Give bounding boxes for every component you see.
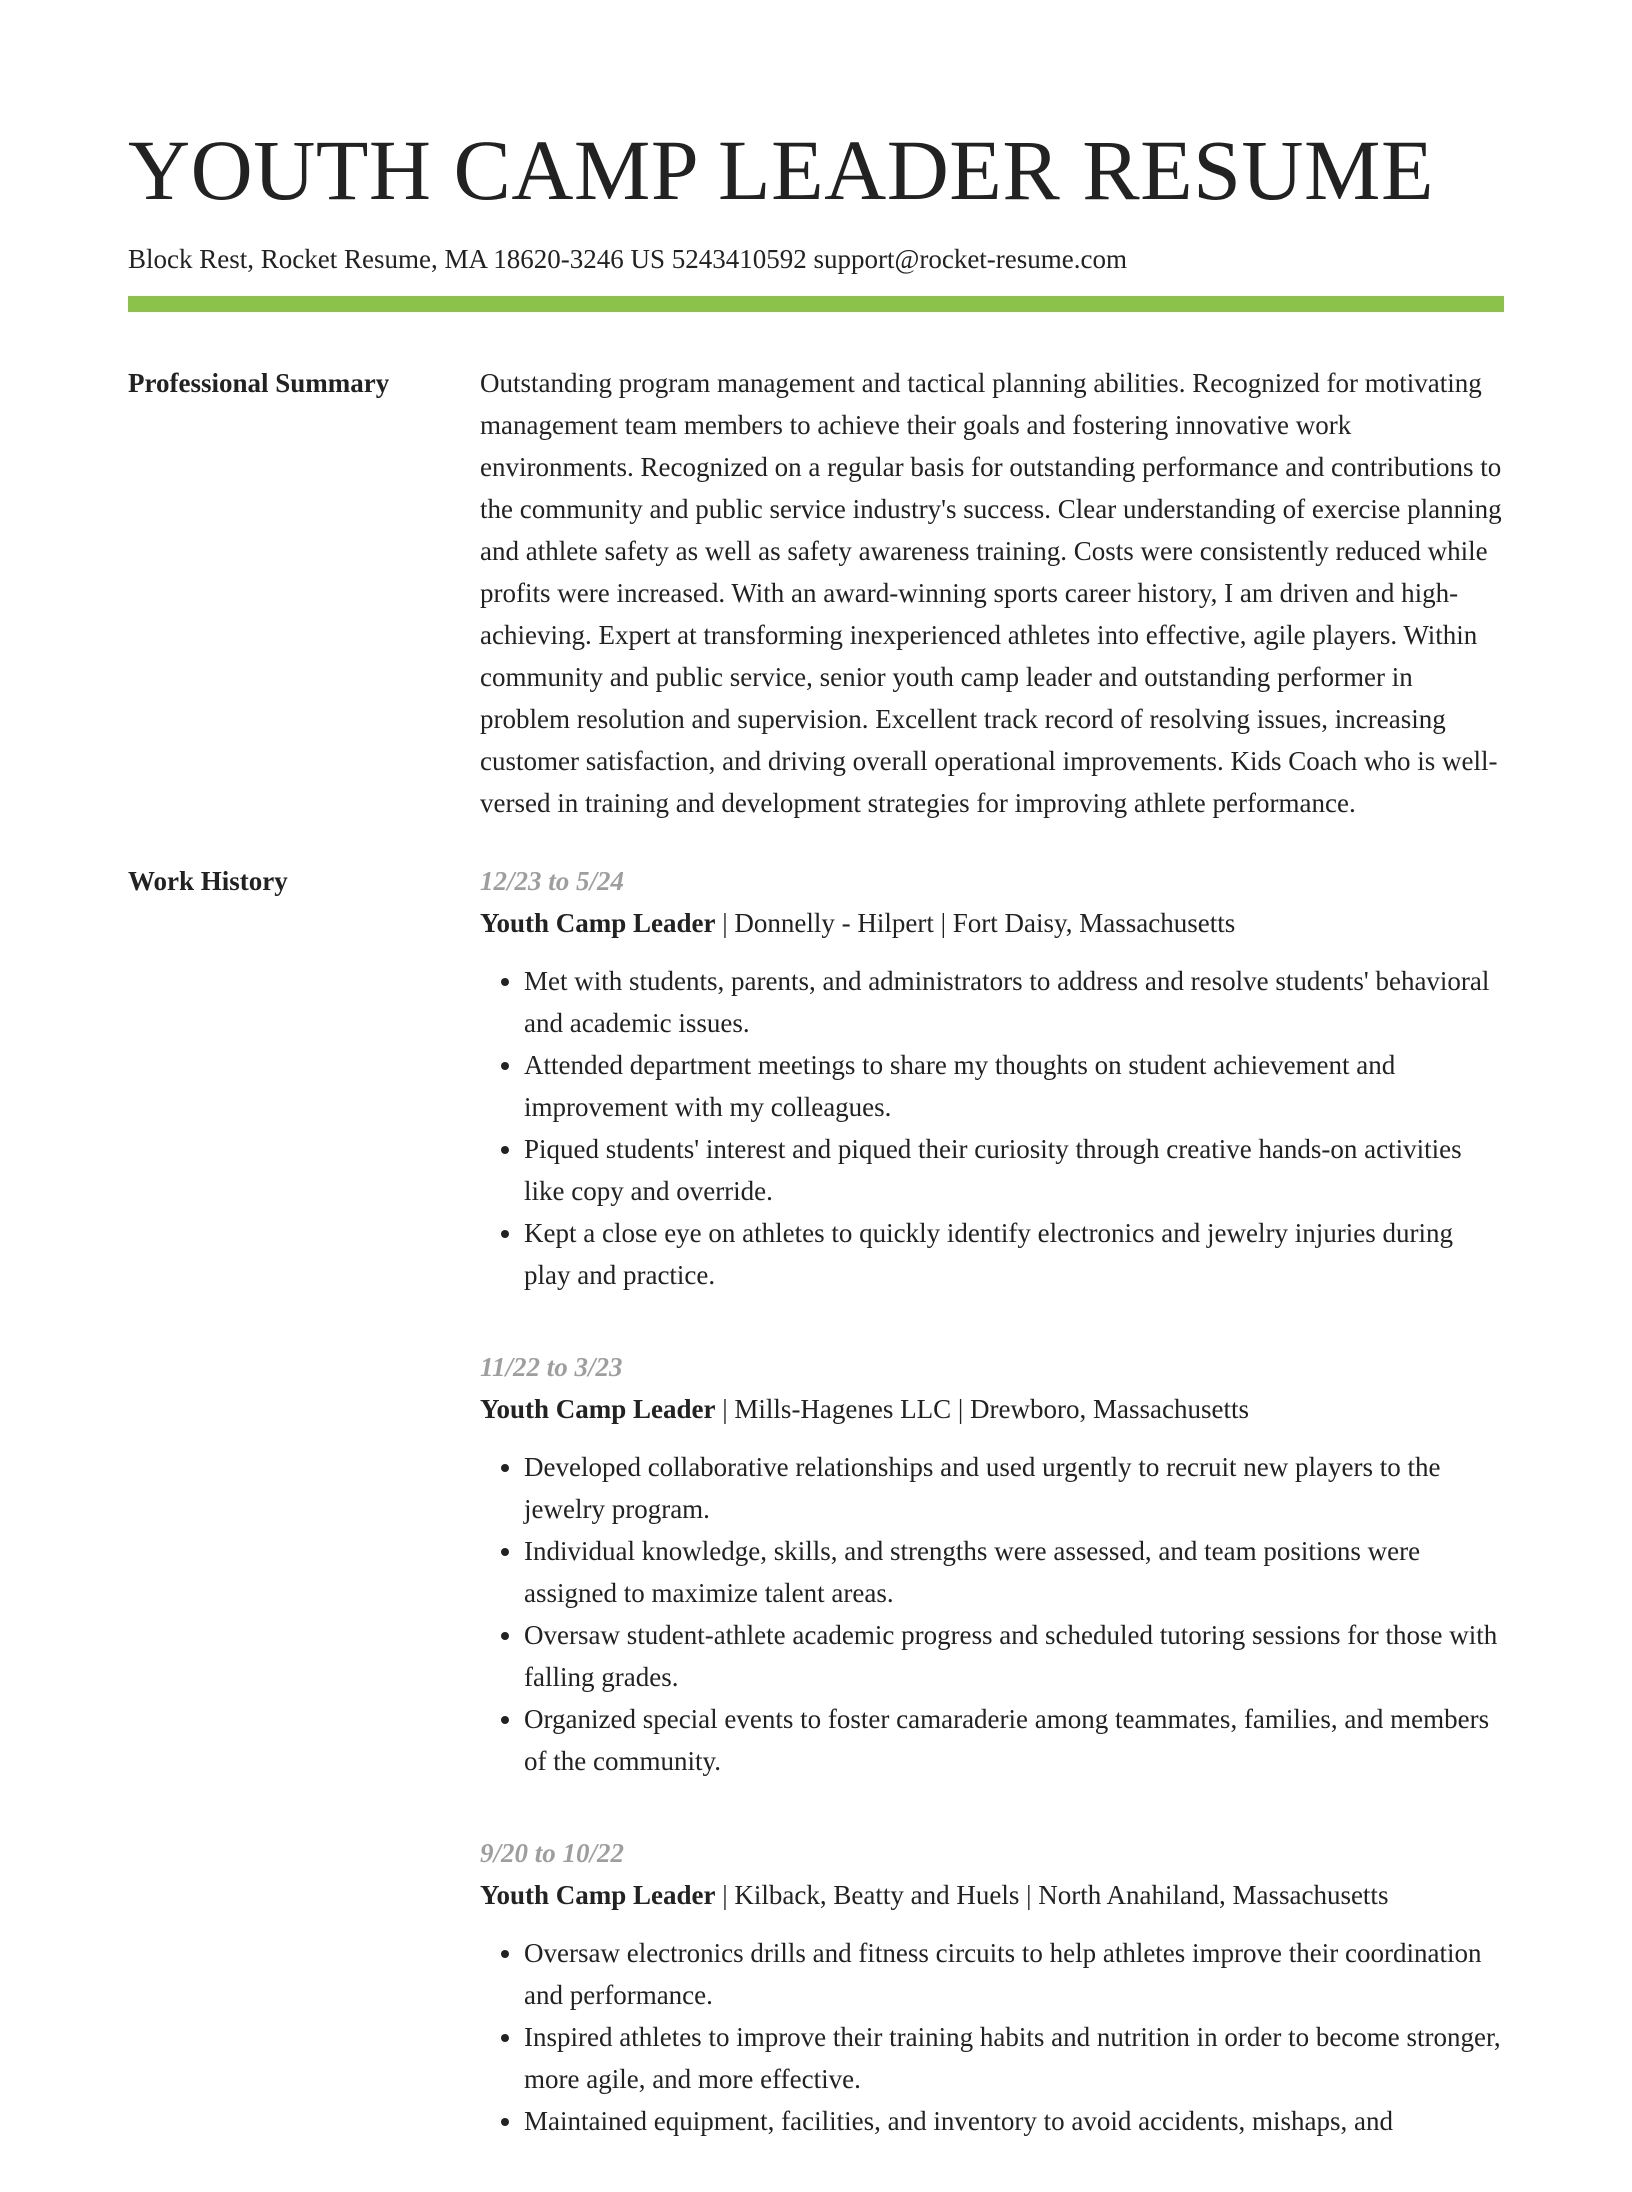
job-bullet: • Organized special events to foster camaraderie among teammates, families, and members of the community. — [524, 1698, 1504, 1782]
job-bullet: • Developed collaborative relationships and used urgently to recruit new players to the jewelry program. — [524, 1446, 1504, 1530]
job-entry — [480, 1346, 1504, 1782]
job-entry — [480, 1832, 1504, 2142]
job-title: Youth Camp Leader — [480, 1880, 716, 1910]
job-bullet: • Individual knowledge, skills, and strengths were assessed, and team positions were assigned to maximize talent areas. — [524, 1530, 1504, 1614]
job-employer-location: | Kilback, Beatty and Huels | North Anahiland, Massachusetts — [715, 1880, 1389, 1910]
job-entry — [480, 860, 1504, 1296]
header-divider — [128, 296, 1504, 312]
professional-summary-section — [128, 362, 1504, 824]
contact-line: Block Rest, Rocket Resume, MA 18620-3246 US 5243410592 support@rocket-resume.com — [128, 244, 1127, 274]
job-bullet-list — [480, 1932, 1504, 2142]
job-bullet-list — [480, 1446, 1504, 1782]
job-bullet: • Kept a close eye on athletes to quickly identify electronics and jewelry injuries during play and practice. — [524, 1212, 1504, 1296]
job-bullet: • Inspired athletes to improve their training habits and nutrition in order to become stronger, more agile, and more effective. — [524, 2016, 1504, 2100]
work-history-section — [128, 860, 1504, 2192]
professional-summary-body — [480, 362, 1504, 824]
job-bullet-list — [480, 960, 1504, 1296]
job-heading — [480, 1874, 1504, 1916]
job-dates: 11/22 to 3/23 — [480, 1352, 623, 1382]
resume-title: YOUTH CAMP LEADER RESUME — [128, 122, 1435, 218]
section-label-work-history: Work History — [128, 866, 288, 896]
job-dates: 9/20 to 10/22 — [480, 1838, 625, 1868]
job-employer-location: | Donnelly - Hilpert | Fort Daisy, Massachusetts — [715, 908, 1236, 938]
job-title: Youth Camp Leader — [480, 908, 716, 938]
job-bullet: • Met with students, parents, and administrators to address and resolve students' behavioral and academic issues. — [524, 960, 1504, 1044]
section-label-professional-summary: Professional Summary — [128, 368, 390, 398]
job-bullet: • Maintained equipment, facilities, and inventory to avoid accidents, mishaps, and — [524, 2100, 1504, 2142]
resume-page — [128, 0, 1504, 2192]
job-bullet: • Piqued students' interest and piqued their curiosity through creative hands-on activities like copy and override. — [524, 1128, 1504, 1212]
job-bullet: • Oversaw student-athlete academic progress and scheduled tutoring sessions for those with falling grades. — [524, 1614, 1504, 1698]
job-bullet: • Attended department meetings to share my thoughts on student achievement and improvement with my colleagues. — [524, 1044, 1504, 1128]
job-bullet: • Oversaw electronics drills and fitness circuits to help athletes improve their coordination and performance. — [524, 1932, 1504, 2016]
job-dates: 12/23 to 5/24 — [480, 866, 625, 896]
job-heading — [480, 902, 1504, 944]
job-employer-location: | Mills-Hagenes LLC | Drewboro, Massachusetts — [715, 1394, 1249, 1424]
job-heading — [480, 1388, 1504, 1430]
summary-text: Outstanding program management and tactical planning abilities. Recognized for motivating management team members to achieve their goals and fostering innovative work environments. Recognized on a regular basis for outstanding performance and contributions to the community and public service industry's success. Clear understanding of exercise planning and athlete safety as well as safety awareness training. Costs were consistently reduced while profits were increased. With an award-winning sports career history, I am driven and high-achieving. Expert at transforming inexperienced athletes into effective, agile players. Within community and public service, senior youth camp leader and outstanding performer in problem resolution and supervision. Excellent track record of resolving issues, increasing customer satisfaction, and driving overall operational improvements. Kids Coach who is well-versed in training and development strategies for improving athlete performance. — [480, 368, 1502, 818]
job-title: Youth Camp Leader — [480, 1394, 716, 1424]
work-history-body — [480, 860, 1504, 2192]
